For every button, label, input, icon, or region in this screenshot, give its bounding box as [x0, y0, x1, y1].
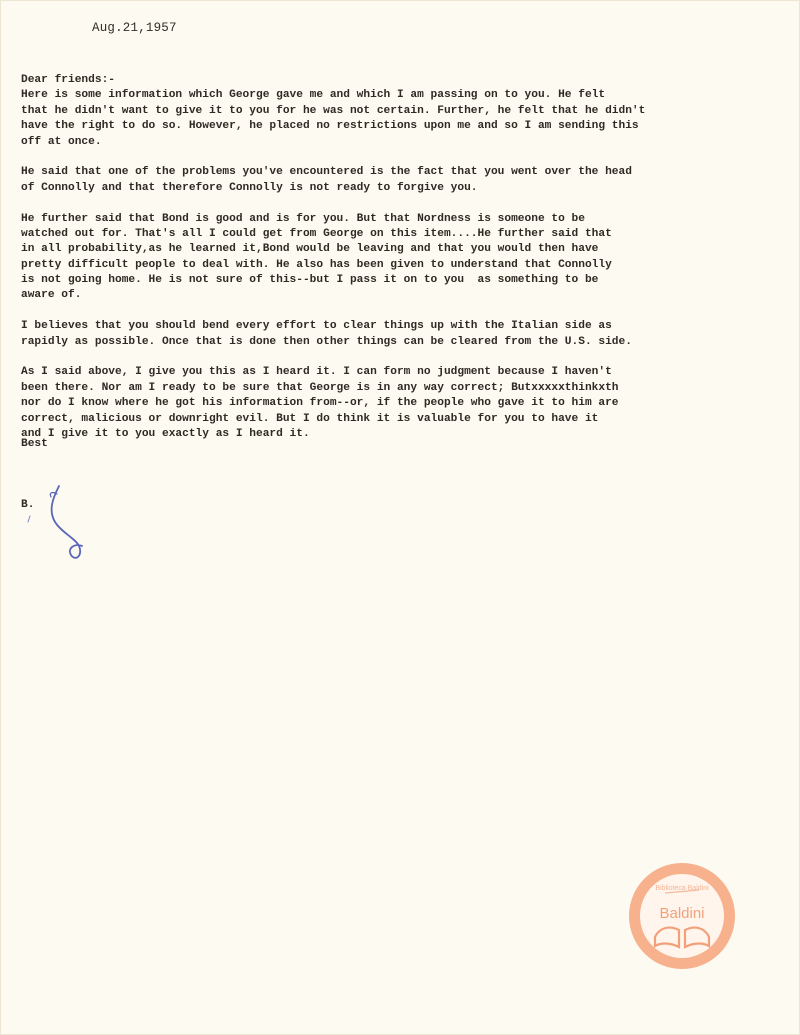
- paragraph-line: of Connolly and that therefore Connolly is not ready to forgive you.: [21, 181, 478, 194]
- paragraph-line: and I give it to you exactly as I heard it.: [21, 427, 310, 440]
- paragraph-line: Here is some information which George gave me and which I am passing on to you. He felt: [21, 89, 606, 102]
- letter-date: Aug.21,1957: [92, 21, 177, 35]
- paragraph-line: is not going home. He is not sure of this--but I pass it on to you as something to be: [21, 274, 599, 287]
- paragraph-line: have the right to do so. However, he placed no restrictions upon me and so I am sending this: [21, 120, 639, 133]
- paragraph-3: [21, 212, 781, 304]
- paragraph-line: watched out for. That's all I could get from George on this item....He further said that: [21, 227, 612, 240]
- paragraph-line: correct, malicious or downright evil. But I do think it is valuable for you to have it: [21, 412, 599, 425]
- handwritten-signature: [22, 476, 112, 566]
- paragraph-line: aware of.: [21, 289, 82, 302]
- paragraph-line: off at once.: [21, 135, 102, 148]
- paragraph-line: in all probability,as he learned it,Bond would be leaving and that you would then have: [21, 243, 599, 256]
- paragraph-1: [21, 88, 781, 150]
- paragraph-line: nor do I know where he got his information from--or, if the people who gave it to him are: [21, 397, 619, 410]
- paragraph-line: rapidly as possible. Once that is done then other things can be cleared from the U.S. side.: [21, 335, 632, 348]
- stamp-text: Baldini: [659, 905, 705, 922]
- closing: Best: [21, 438, 48, 450]
- paragraph-line: He said that one of the problems you've encountered is the fact that you went over the head: [21, 166, 632, 179]
- paragraph-5: [21, 365, 781, 442]
- paragraph-line: pretty difficult people to deal with. He also has been given to understand that Connolly: [21, 258, 612, 271]
- paragraph-line: As I said above, I give you this as I heard it. I can form no judgment because I haven't: [21, 366, 612, 379]
- salutation: Dear friends:-: [21, 74, 115, 86]
- library-stamp: [621, 855, 743, 977]
- paragraph-2: [21, 165, 781, 196]
- paragraph-line: He further said that Bond is good and is for you. But that Nordness is someone to be: [21, 212, 585, 225]
- paragraph-line: that he didn't want to give it to you for he was not certain. Further, he felt that he didn't: [21, 104, 646, 117]
- letter-body: [21, 73, 781, 458]
- stamp-subtext: Biblioteca Baldini: [655, 885, 709, 892]
- paragraph-line: I believes that you should bend every effort to clear things up with the Italian side as: [21, 320, 612, 333]
- signature-initial: B.: [21, 499, 35, 511]
- paragraph-line: been there. Nor am I ready to be sure that George is in any way correct; Butxxxxxthinkxth: [21, 381, 619, 394]
- paragraph-4: [21, 319, 781, 350]
